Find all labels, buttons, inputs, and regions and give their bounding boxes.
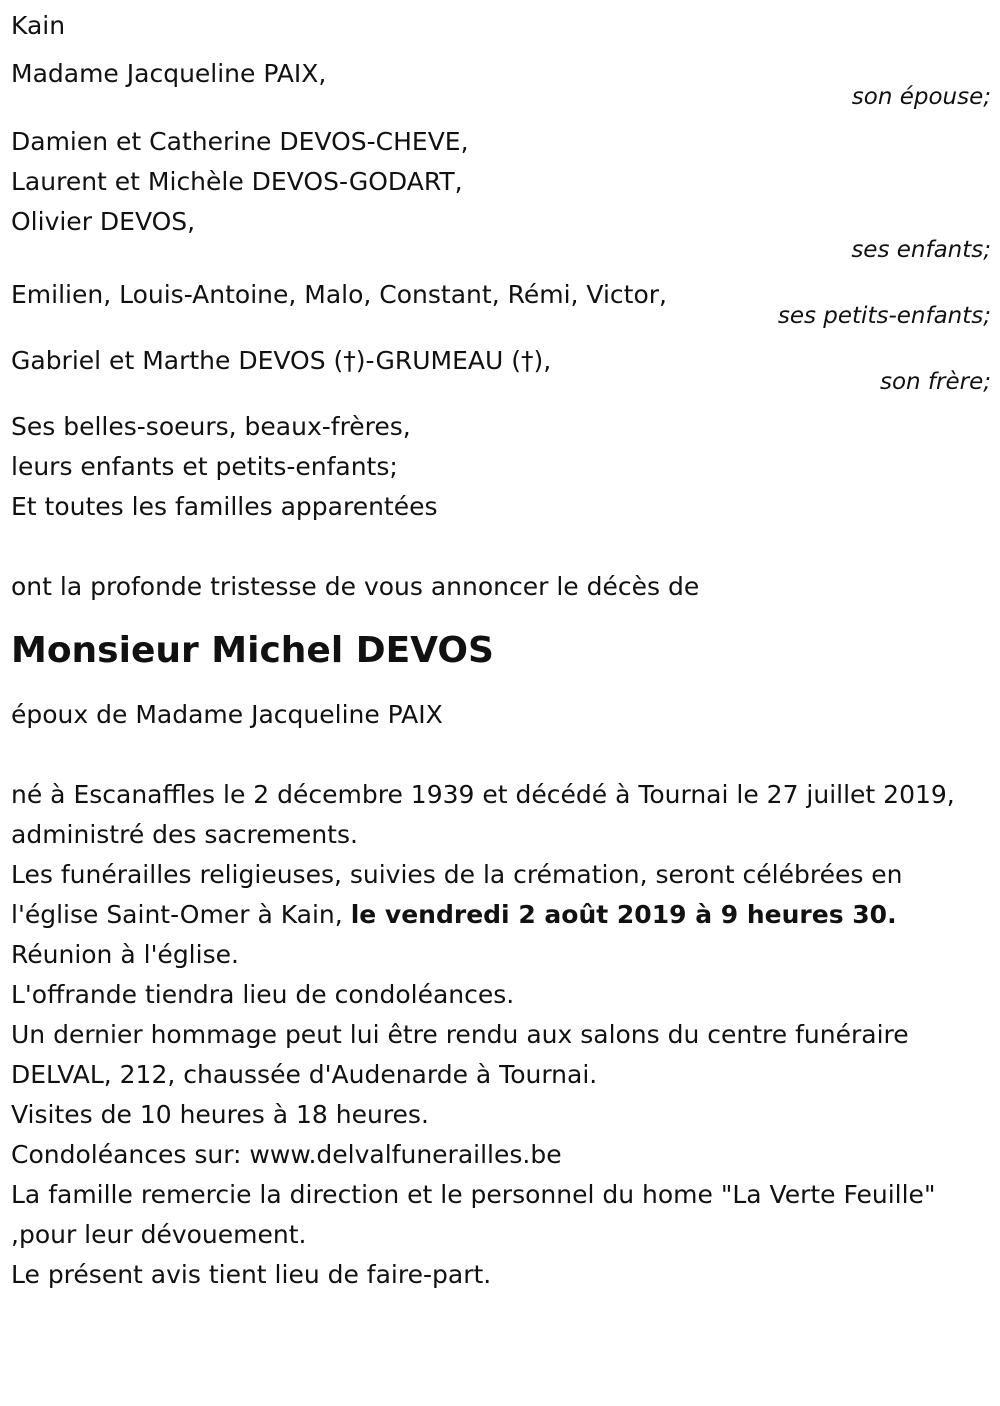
family-role: ses petits-enfants;: [777, 303, 991, 329]
family-line: Gabriel et Marthe DEVOS (†)-GRUMEAU (†),: [11, 346, 552, 375]
thanks-paragraph: La famille remercie la direction et le personnel du home "La Verte Feuille" ,pour leur dévouement.: [11, 1180, 936, 1249]
funeral-paragraph: [11, 855, 991, 935]
closing-paragraph: Le présent avis tient lieu de faire-part.: [11, 1260, 492, 1289]
relatives-line: Ses belles-soeurs, beaux-frères,: [11, 412, 411, 441]
funeral-date: le vendredi 2 août 2019 à 9 heures 30.: [350, 900, 897, 929]
tribute-paragraph: Un dernier hommage peut lui être rendu aux salons du centre funéraire DELVAL, 212, chaussée d'Audenarde à Tournai.: [11, 1020, 909, 1089]
offering-paragraph: L'offrande tiendra lieu de condoléances.: [11, 980, 515, 1009]
family-group-spouse: [11, 54, 991, 112]
family-group-grandchildren: [11, 275, 991, 331]
relatives-line: Et toutes les familles apparentées: [11, 492, 438, 521]
obituary-notice: [11, 6, 991, 1295]
location: Kain: [11, 11, 66, 40]
family-group-children: [11, 122, 991, 265]
announcement: ont la profonde tristesse de vous annoncer le décès de: [11, 572, 700, 601]
family-role: ses enfants;: [851, 237, 991, 263]
birth-death-paragraph: né à Escanaffles le 2 décembre 1939 et décédé à Tournai le 27 juillet 2019, administré des sacrements.: [11, 780, 955, 849]
visits-paragraph: Visites de 10 heures à 18 heures.: [11, 1100, 429, 1129]
family-line: Emilien, Louis-Antoine, Malo, Constant, Rémi, Victor,: [11, 280, 667, 309]
meeting-paragraph: Réunion à l'église.: [11, 940, 239, 969]
other-relatives: [11, 407, 991, 527]
family-line: Madame Jacqueline PAIX,: [11, 59, 327, 88]
family-role: son frère;: [879, 369, 991, 395]
family-line: Laurent et Michèle DEVOS-GODART,: [11, 167, 463, 196]
funeral-text: Les funérailles religieuses, suivies de la crémation, seront célébrées en l'église Saint-Omer à Kain,: [11, 860, 903, 929]
spouse-line: époux de Madame Jacqueline PAIX: [11, 700, 443, 729]
deceased-name: Monsieur Michel DEVOS: [11, 630, 494, 671]
family-group-brother: [11, 341, 991, 397]
family-line: Damien et Catherine DEVOS-CHEVE,: [11, 127, 469, 156]
family-line: Olivier DEVOS,: [11, 207, 196, 236]
condolences-paragraph: Condoléances sur: www.delvalfunerailles.be: [11, 1140, 562, 1169]
relatives-line: leurs enfants et petits-enfants;: [11, 452, 398, 481]
family-role: son épouse;: [851, 84, 991, 110]
